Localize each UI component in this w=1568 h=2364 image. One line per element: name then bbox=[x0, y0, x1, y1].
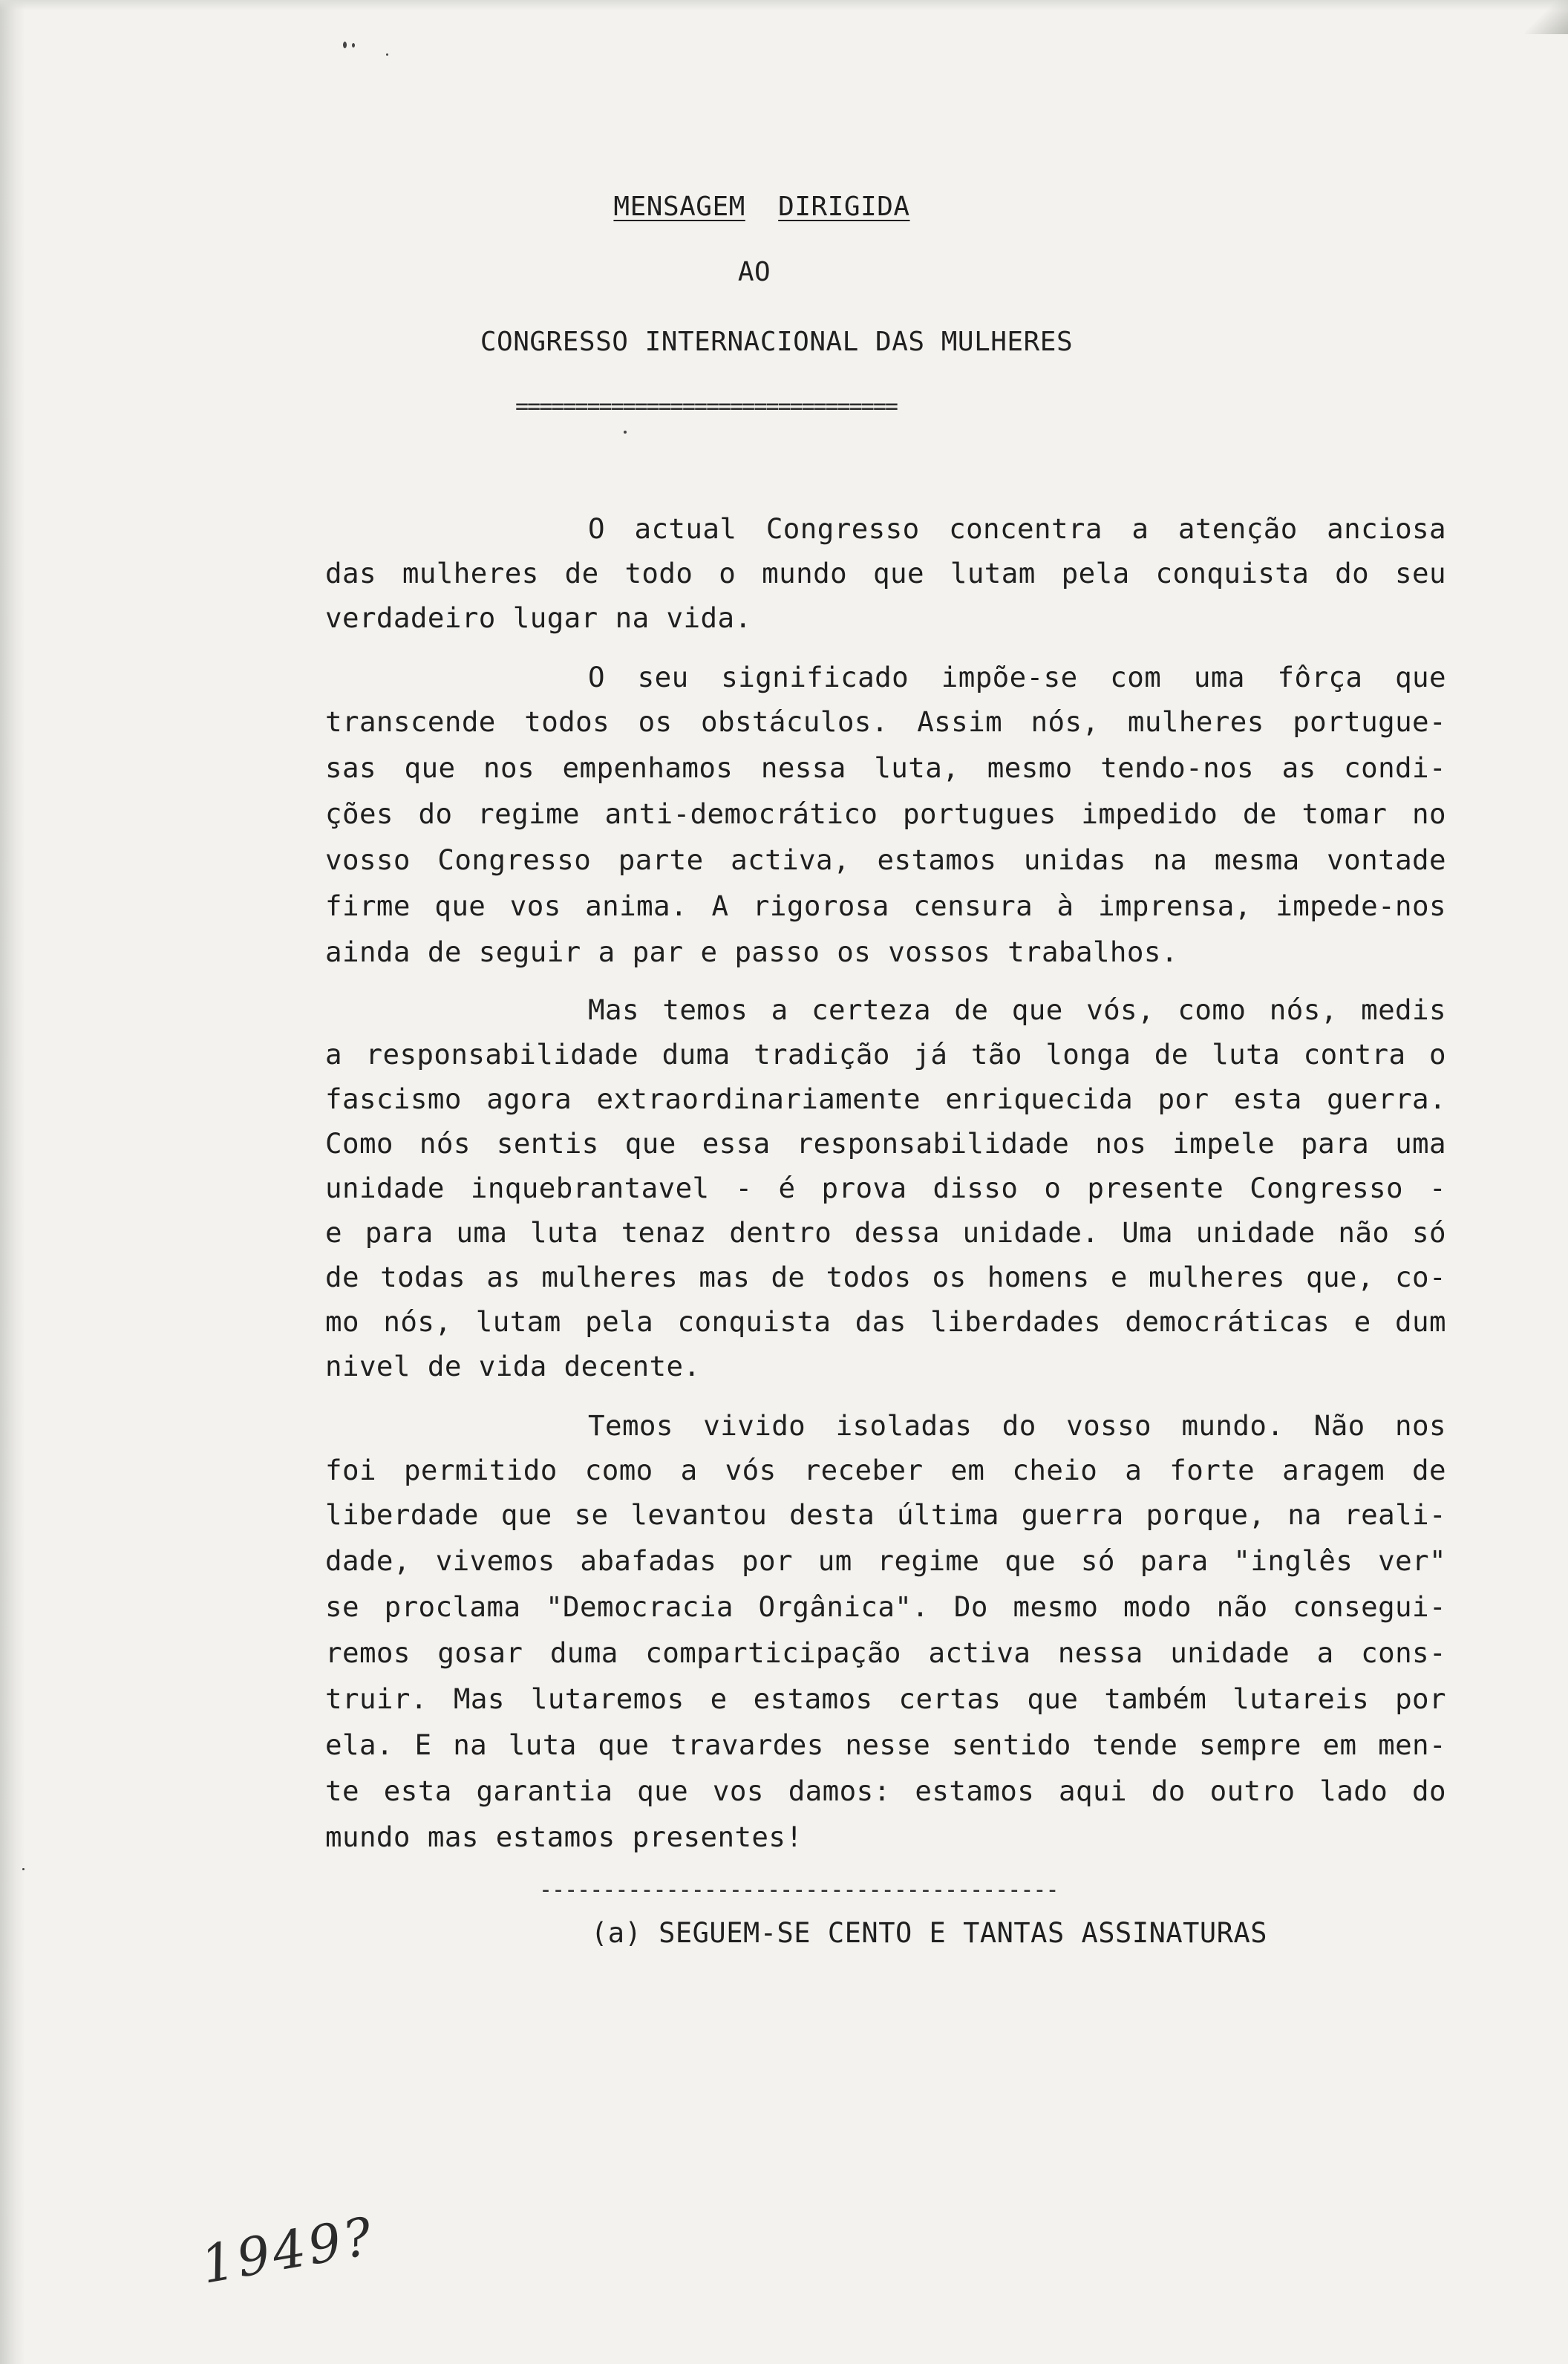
paragraph-line: a responsabilidade duma tradição já tão longa de luta contra o bbox=[325, 1038, 1446, 1071]
paragraph-line: dade, vivemos abafadas por um regime que só para "inglês ver" bbox=[325, 1544, 1446, 1577]
scan-speck bbox=[343, 42, 347, 48]
paragraph-line: nivel de vida decente. bbox=[325, 1350, 701, 1382]
paragraph-line: e para uma luta tenaz dentro dessa unidade. Uma unidade não só bbox=[325, 1216, 1446, 1249]
paragraph-line: mundo mas estamos presentes! bbox=[325, 1821, 803, 1853]
signatures-note: (a) SEGUEM-SE CENTO E TANTAS ASSINATURAS bbox=[591, 1917, 1268, 1949]
paragraph-line: ções do regime anti-democrático portugues impedido de tomar no bbox=[325, 797, 1446, 830]
title-word-mensagem: MENSAGEM bbox=[613, 192, 745, 222]
paragraph-line: ainda de seguir a par e passo os vossos trabalhos. bbox=[325, 936, 1178, 968]
paragraph-line: te esta garantia que vos damos: estamos aqui do outro lado do bbox=[325, 1774, 1446, 1807]
handwritten-date-note: 1949? bbox=[196, 2205, 380, 2296]
paragraph-line: sas que nos empenhamos nessa luta, mesmo tendo-nos as condi- bbox=[325, 751, 1446, 784]
scan-speck bbox=[22, 1868, 24, 1870]
title-underline-rule: ================================ bbox=[515, 394, 897, 419]
document-title-line-1 bbox=[0, 192, 1546, 222]
scan-corner-shadow bbox=[1525, 0, 1568, 34]
paragraph-line: mo nós, lutam pela conquista das liberdades democráticas e dum bbox=[325, 1305, 1446, 1338]
scan-speck bbox=[386, 53, 388, 56]
scan-speck bbox=[352, 43, 355, 48]
paragraph-line: liberdade que se levantou desta última guerra porque, na reali- bbox=[325, 1498, 1446, 1531]
paragraph-line: ela. E na luta que travardes nesse sentido tende sempre em men- bbox=[325, 1728, 1446, 1761]
paragraph-line: foi permitido como a vós receber em cheio a forte aragem de bbox=[325, 1454, 1446, 1486]
paragraph-line: firme que vos anima. A rigorosa censura à imprensa, impede-nos bbox=[325, 889, 1446, 922]
paragraph-line: O actual Congresso concentra a atenção anciosa bbox=[588, 512, 1446, 545]
closing-separator: ----------------------------------------- bbox=[539, 1877, 1059, 1903]
paragraph-line: unidade inquebrantavel - é prova disso o presente Congresso - bbox=[325, 1172, 1446, 1204]
scan-top-edge bbox=[0, 0, 1568, 10]
paragraph-line: remos gosar duma comparticipação activa nessa unidade a cons- bbox=[325, 1636, 1446, 1669]
paragraph-line: fascismo agora extraordinariamente enriquecida por esta guerra. bbox=[325, 1083, 1446, 1115]
paragraph-line: Mas temos a certeza de que vós, como nós, medis bbox=[588, 993, 1446, 1026]
paragraph-line: vosso Congresso parte activa, estamos unidas na mesma vontade bbox=[325, 843, 1446, 876]
paragraph-line: das mulheres de todo o mundo que lutam pela conquista do seu bbox=[325, 557, 1446, 590]
scan-speck bbox=[624, 431, 627, 434]
paragraph-line: O seu significado impõe-se com uma fôrça que bbox=[588, 661, 1446, 693]
paragraph-line: se proclama "Democracia Orgânica". Do mesmo modo não consegui- bbox=[325, 1590, 1446, 1623]
document-title-line-2: AO bbox=[737, 257, 771, 287]
paragraph-line: Temos vivido isoladas do vosso mundo. Não nos bbox=[588, 1409, 1446, 1442]
title-word-dirigida: DIRIGIDA bbox=[778, 192, 910, 222]
document-title-line-3: CONGRESSO INTERNACIONAL DAS MULHERES bbox=[480, 327, 1074, 357]
paragraph-line: transcende todos os obstáculos. Assim nós, mulheres portugue- bbox=[325, 705, 1446, 738]
paragraph-line: truir. Mas lutaremos e estamos certas que também lutareis por bbox=[325, 1682, 1446, 1715]
paragraph-line: verdadeiro lugar na vida. bbox=[325, 601, 752, 634]
paragraph-line: de todas as mulheres mas de todos os homens e mulheres que, co- bbox=[325, 1261, 1446, 1293]
paragraph-line: Como nós sentis que essa responsabilidade nos impele para uma bbox=[325, 1127, 1446, 1160]
